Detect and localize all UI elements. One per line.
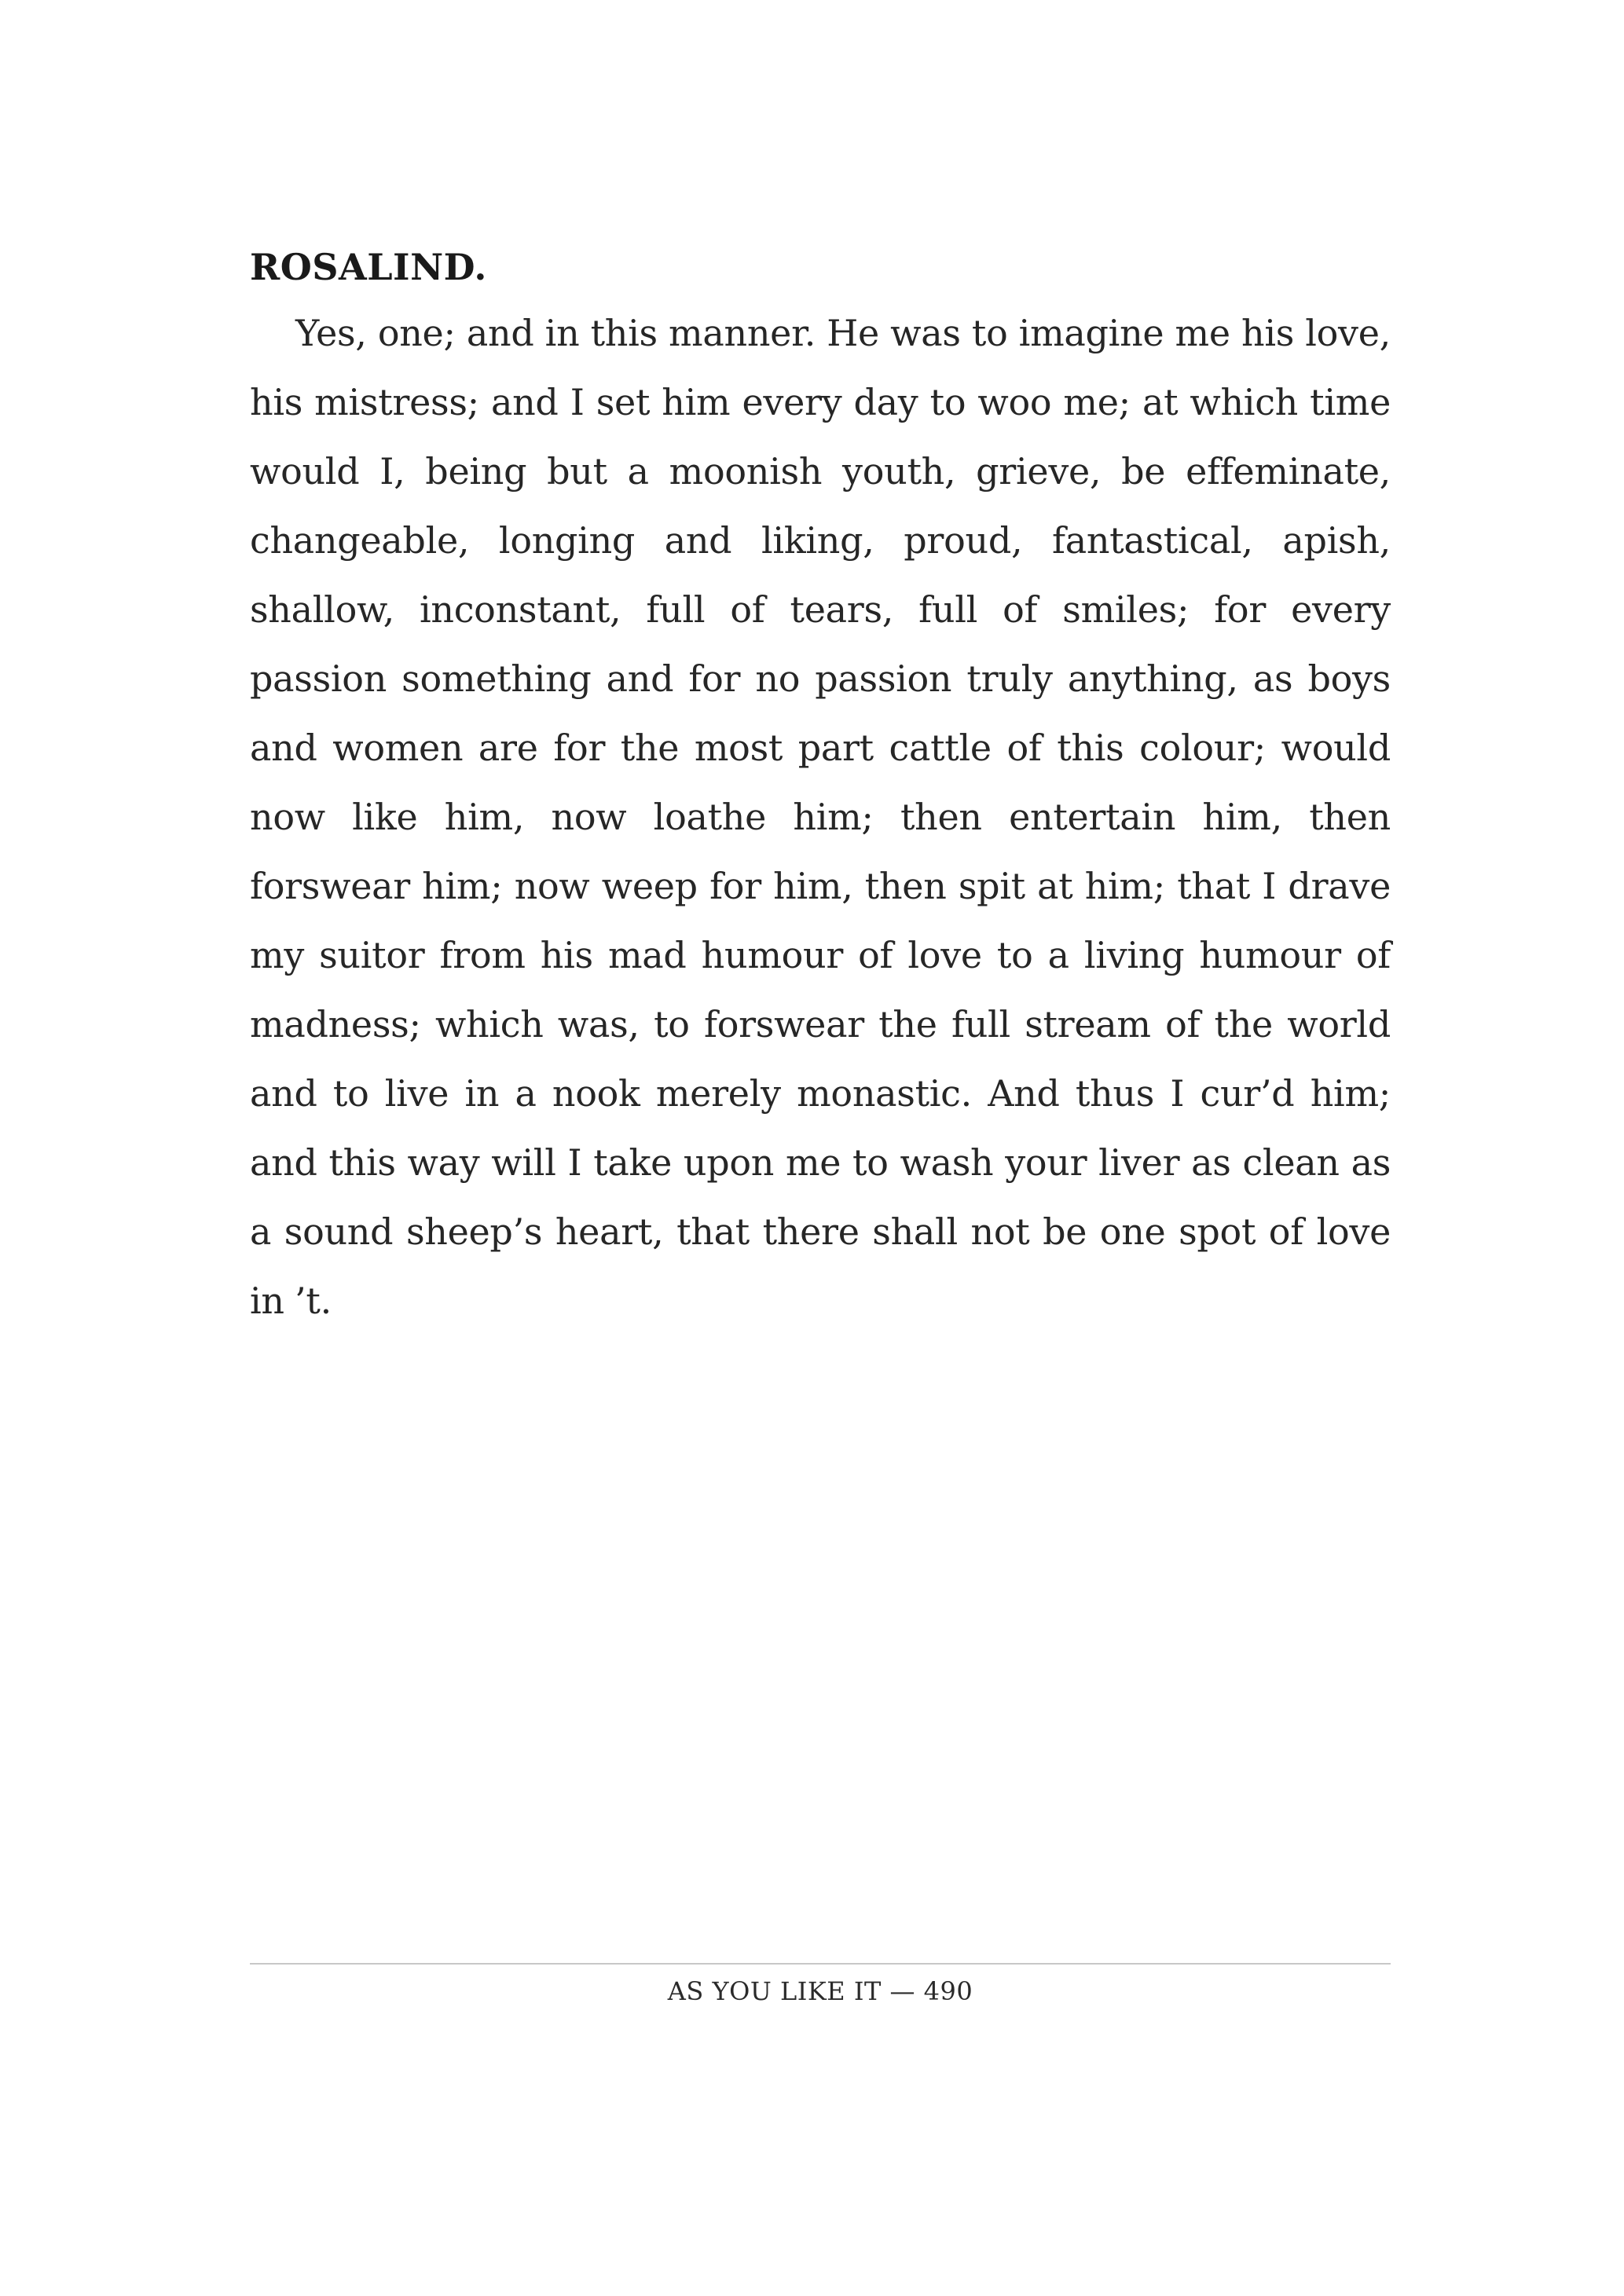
footer-divider xyxy=(250,1963,1391,1965)
page-footer: AS YOU LIKE IT — 490 xyxy=(667,1976,973,2006)
speaker-name: ROSALIND. xyxy=(250,246,487,288)
speech-text: Yes, one; and in this manner. He was to imagine me his love, his mistress; and I set him every day to woo me; at which time would I, being but a moonish youth, grieve, be effeminate, changeable, longing and liking, proud, fantastical, apish, shallow, inconstant, full of tears, full of smiles; for every passion something and for no passion truly anything, as boys and women are for the most part cattle of this colour; would now like him, now loathe him; then entertain him, then forswear him; now weep for him, then spit at him; that I drave my suitor from his mad humour of love to a living humour of madness; which was, to forswear the full stream of the world and to live in a nook merely monastic. And thus I cur’d him; and this way will I take upon me to wash your liver as clean as a sound sheep’s heart, that there shall not be one spot of love in ’t. xyxy=(250,312,1391,1322)
speech-block xyxy=(250,236,1391,1335)
